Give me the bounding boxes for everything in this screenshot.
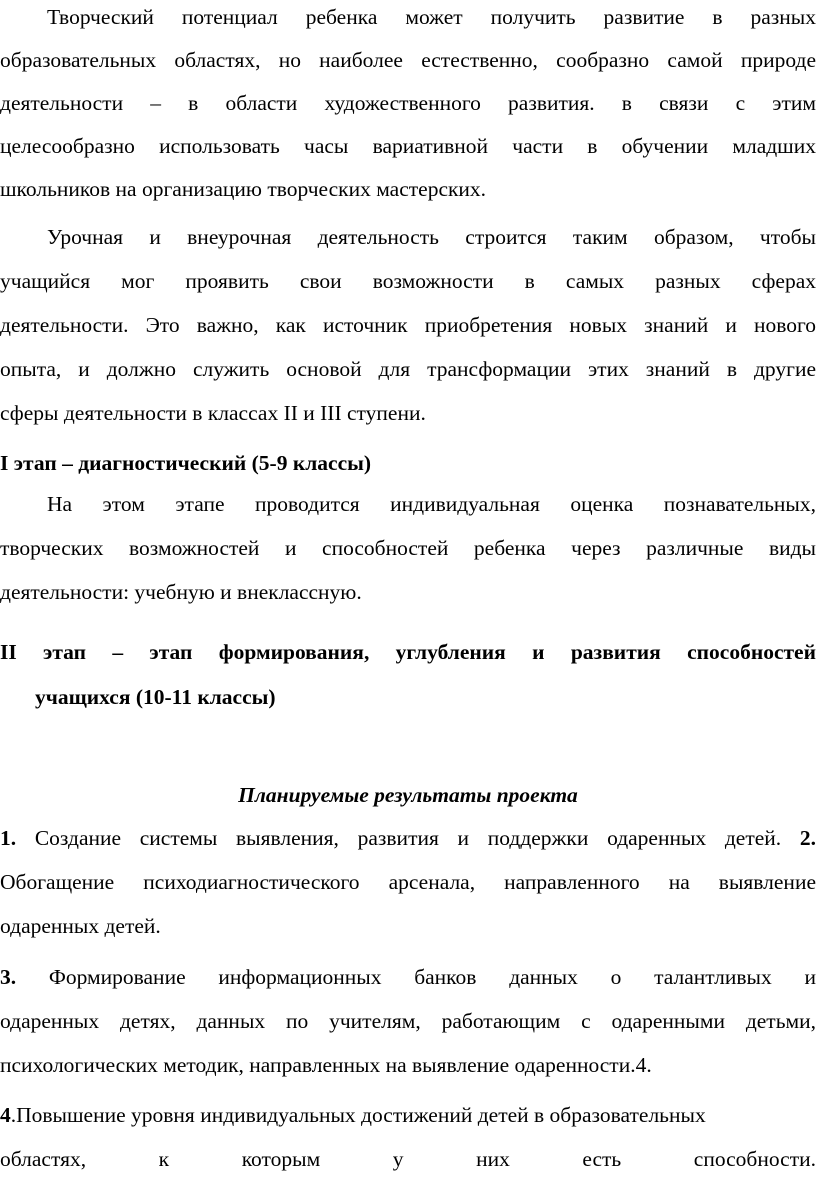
paragraph-line: образовательных областях, но наиболее естественно, сообразно самой природе	[0, 48, 816, 72]
paragraph-line: Урочная и внеурочная деятельность строится таким образом, чтобы	[47, 225, 816, 249]
stage-2-heading-continued: учащихся (10-11 классы)	[35, 685, 276, 709]
item-number: 1.	[0, 826, 17, 850]
item-text: .Повышение уровня индивидуальных достижений детей в образовательных	[10, 1103, 706, 1127]
paragraph-line: учащийся мог проявить свои возможности в самых разных сферах	[0, 269, 816, 293]
item-number: 2.	[799, 826, 816, 850]
item-number: 4	[0, 1103, 11, 1127]
result-item-2-line: Обогащение психодиагностического арсенала, направленного на выявление	[0, 870, 816, 894]
item-number: 3.	[0, 965, 17, 989]
paragraph-line: деятельности – в области художественного развития. в связи с этим	[0, 91, 816, 115]
stage-1-heading: I этап – диагностический (5-9 классы)	[0, 451, 372, 475]
result-item-4	[0, 1100, 816, 1130]
paragraph-line: творческих возможностей и способностей ребенка через различные виды	[0, 536, 816, 560]
result-item-2-line: одаренных детей.	[0, 914, 161, 938]
result-item-1	[0, 823, 816, 853]
result-item-3	[0, 962, 816, 992]
item-text: Формирование информационных банков данных о талантливых и	[16, 965, 816, 989]
stage-2-heading: II этап – этап формирования, углубления и развития способностей	[0, 640, 816, 664]
paragraph-line: школьников на организацию творческих мастерских.	[0, 177, 487, 201]
results-title: Планируемые результаты проекта	[238, 783, 578, 807]
paragraph-line: На этом этапе проводится индивидуальная оценка познавательных,	[47, 492, 816, 516]
paragraph-line: целесообразно использовать часы вариативной части в обучении младших	[0, 134, 816, 158]
paragraph-line: опыта, и должно служить основой для трансформации этих знаний в другие	[0, 357, 816, 381]
paragraph-line: деятельности: учебную и внеклассную.	[0, 580, 362, 604]
item-text: Создание системы выявления, развития и поддержки одаренных детей.	[16, 826, 782, 850]
paragraph-line: сферы деятельности в классах II и III ступени.	[0, 401, 426, 425]
result-item-3-line: одаренных детях, данных по учителям, работающим с одаренными детьми,	[0, 1009, 816, 1033]
paragraph-line: Творческий потенциал ребенка может получить развитие в разных	[47, 5, 816, 29]
result-item-4-line: областях, к которым у них есть способности.	[0, 1147, 816, 1171]
paragraph-line: деятельности. Это важно, как источник приобретения новых знаний и нового	[0, 313, 816, 337]
result-item-3-line: психологических методик, направленных на выявление одаренности.4.	[0, 1053, 652, 1077]
